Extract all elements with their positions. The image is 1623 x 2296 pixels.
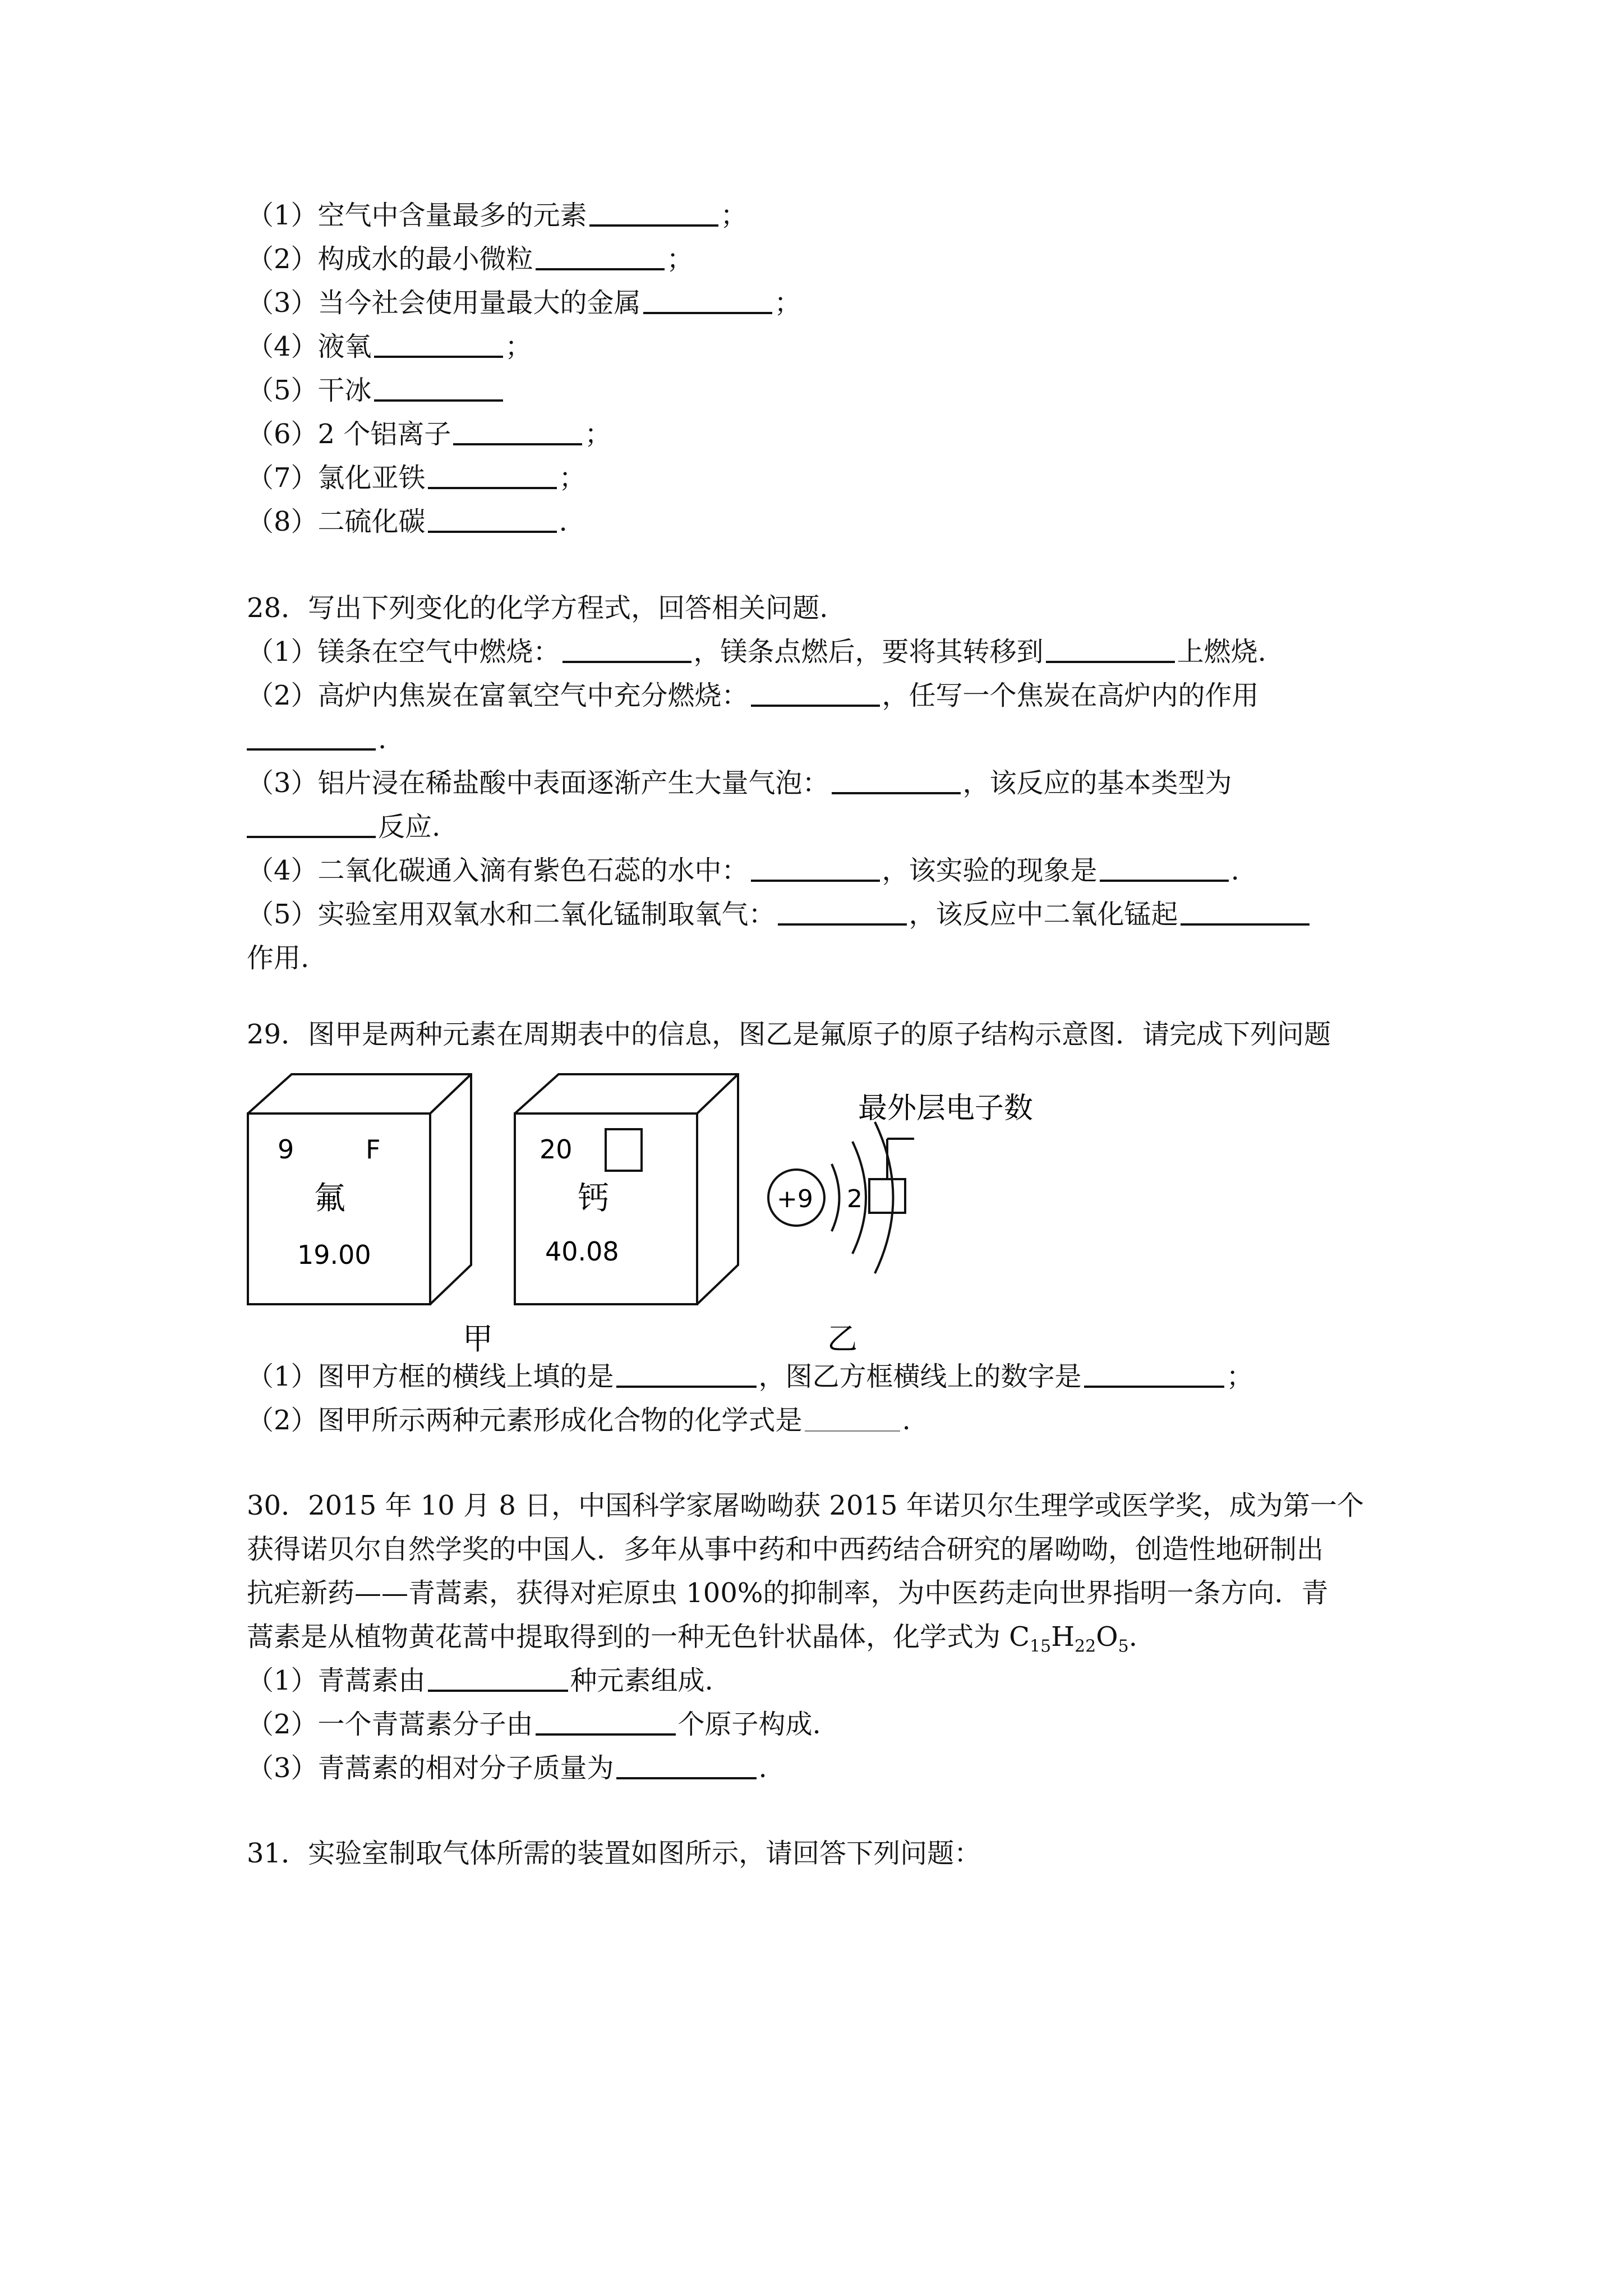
answer-blank[interactable] — [428, 506, 557, 533]
answer-blank[interactable] — [453, 418, 582, 445]
q28-line-5-cont: 作用. — [247, 942, 310, 974]
fluorine-name: 氟 — [314, 1180, 345, 1217]
answer-blank[interactable] — [562, 636, 691, 663]
q30-para-line-4: 蒿素是从植物黄花蒿中提取得到的一种无色针状晶体，化学式为 $C_{15}H_{22}O_5$. — [247, 1621, 1137, 1657]
q30-sub-3: （3）青蒿素的相对分子质量为 . — [247, 1752, 767, 1784]
q27-item-4: （4）液氧 ； — [247, 331, 532, 362]
q27-item-1: （1）空气中含量最多的元素 ； — [247, 200, 748, 231]
atom-nucleus-charge: +9 — [777, 1185, 813, 1213]
answer-blank[interactable] — [832, 767, 961, 794]
q28-line-5: （5）实验室用双氧水和二氧化锰制取氧气： ，该反应中二氧化锰起 — [247, 895, 1391, 933]
q30-para-line-3: 抗疟新药——青蒿素，获得对疟原虫 100%的抑制率，为中医药走向世界指明一条方向．青 — [247, 1577, 1329, 1609]
calcium-element-card — [515, 1074, 738, 1304]
q30-para-line-2: 获得诺贝尔自然学奖的中国人．多年从事中药和中西药结合研究的屠呦呦，创造性地研制出 — [247, 1534, 1324, 1565]
answer-blank[interactable] — [778, 899, 907, 926]
calcium-number: 20 — [540, 1134, 573, 1165]
q30-para-line-1: 30．2015 年 10 月 8 日，中国科学家屠呦呦获 2015 年诺贝尔生理学或医学奖，成为第一个 — [247, 1490, 1364, 1521]
answer-blank[interactable] — [805, 1406, 900, 1432]
q28-title: 28．写出下列变化的化学方程式，回答相关问题. — [247, 592, 828, 624]
q29-sub-2: （2）图甲所示两种元素形成化合物的化学式是 . — [247, 1405, 911, 1436]
caption-jia: 甲 — [463, 1321, 493, 1355]
outer-shell-label: 最外层电子数 — [858, 1092, 1034, 1125]
q29-sub-1: （1）图甲方框的横线上填的是 ，图乙方框横线上的数字是 ； — [247, 1361, 1253, 1392]
answer-blank[interactable] — [751, 680, 880, 707]
answer-blank[interactable] — [589, 200, 718, 227]
q28-line-3: （3）铝片浸在稀盐酸中表面逐渐产生大量气泡： ，该反应的基本类型为 — [247, 767, 1232, 799]
answer-blank[interactable] — [428, 1665, 568, 1692]
q27-item-6: （6）2 个铝离子 ； — [247, 418, 612, 450]
q30-sub-1: （1）青蒿素由 种元素组成. — [247, 1665, 713, 1696]
q28-line-4: （4）二氧化碳通入滴有紫色石蕊的水中： ，该实验的现象是 . — [247, 855, 1239, 886]
answer-blank[interactable] — [428, 462, 557, 489]
q29-figure — [236, 1063, 1133, 1355]
q30-sub-2: （2）一个青蒿素分子由 个原子构成. — [247, 1709, 821, 1740]
answer-blank[interactable] — [616, 1361, 757, 1388]
q27-item-2: （2）构成水的最小微粒 ； — [247, 243, 694, 275]
q27-item-8: （8）二硫化碳 . — [247, 506, 568, 537]
calcium-name: 钙 — [578, 1180, 609, 1217]
answer-blank[interactable] — [751, 855, 880, 882]
caption-yi: 乙 — [827, 1321, 857, 1355]
answer-blank[interactable] — [1100, 855, 1229, 882]
answer-blank[interactable] — [374, 331, 503, 358]
answer-blank[interactable] — [616, 1752, 757, 1779]
q28-line-3-cont: 反应. — [247, 808, 1391, 846]
atom-inner-shell-electrons: 2 — [847, 1185, 863, 1213]
answer-blank[interactable] — [374, 375, 503, 402]
fluorine-number: 9 — [278, 1134, 294, 1165]
q27-item-5: （5）干冰 — [247, 371, 1391, 409]
q27-item-7: （7）氯化亚铁 ； — [247, 462, 586, 494]
q28-line-2-cont: . — [247, 720, 1391, 758]
q28-line-1: （1）镁条在空气中燃烧： ，镁条点燃后，要将其转移到 上燃烧. — [247, 636, 1266, 668]
fluorine-mass: 19.00 — [297, 1240, 371, 1270]
q27-item-3: （3）当今社会使用量最大的金属 ； — [247, 287, 801, 319]
answer-blank[interactable] — [643, 287, 772, 314]
answer-blank[interactable] — [1181, 899, 1310, 926]
q31-title: 31．实验室制取气体所需的装置如图所示，请回答下列问题： — [247, 1838, 981, 1869]
answer-blank[interactable] — [247, 724, 376, 751]
answer-blank[interactable] — [247, 811, 376, 838]
answer-blank[interactable] — [1084, 1361, 1224, 1388]
answer-blank[interactable] — [536, 243, 665, 270]
q29-title: 29．图甲是两种元素在周期表中的信息，图乙是氟原子的原子结构示意图．请完成下列问题 — [247, 1019, 1331, 1050]
answer-blank[interactable] — [536, 1709, 676, 1736]
q28-line-2: （2）高炉内焦炭在富氧空气中充分燃烧： ，任写一个焦炭在高炉内的作用 — [247, 680, 1259, 711]
calcium-mass: 40.08 — [545, 1236, 619, 1267]
fluorine-symbol: F — [366, 1134, 381, 1165]
answer-blank[interactable] — [1046, 636, 1175, 663]
